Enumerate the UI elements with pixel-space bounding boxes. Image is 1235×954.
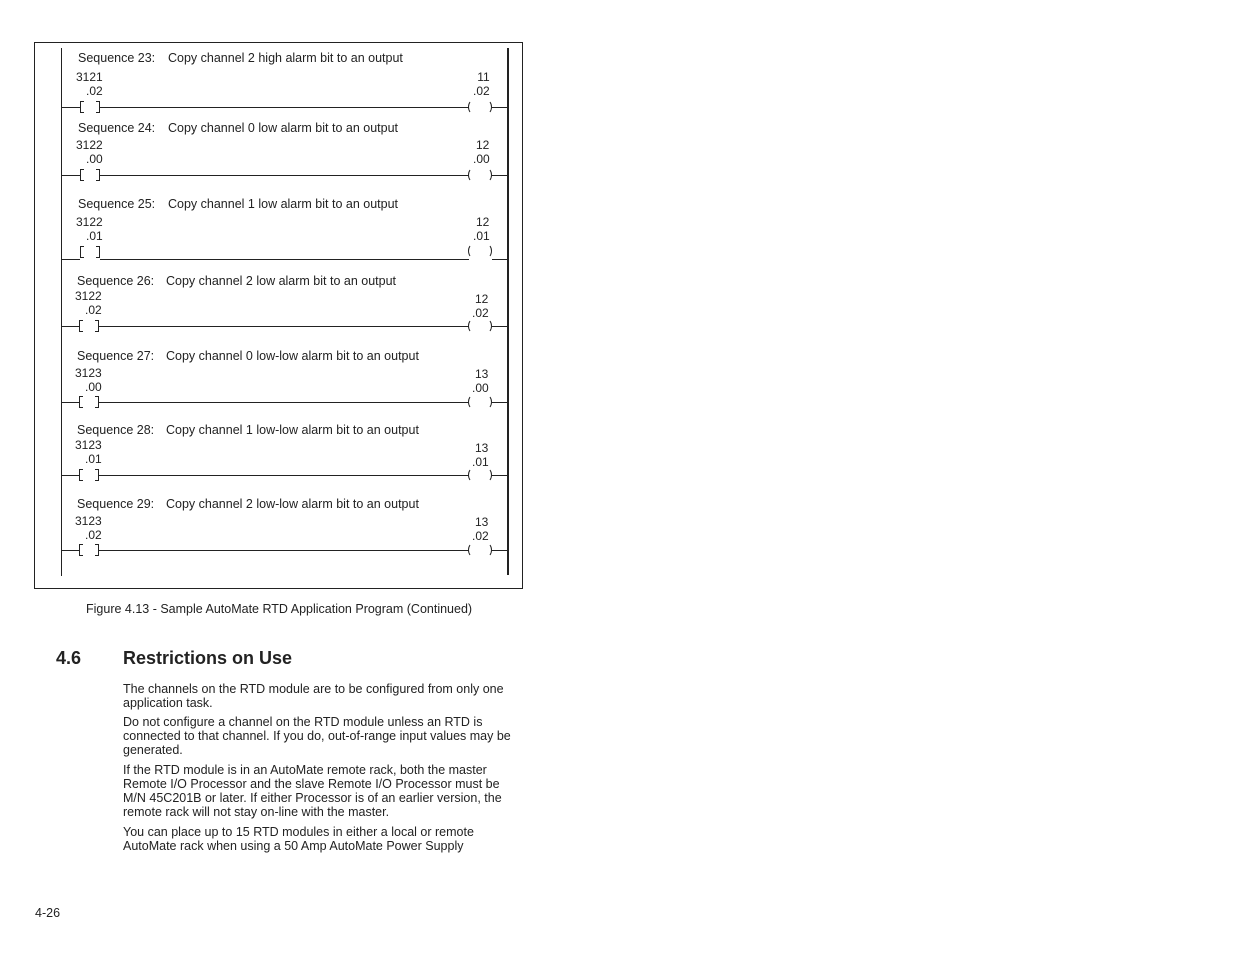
page-number: 4-26 bbox=[35, 906, 61, 920]
rung-wire bbox=[100, 175, 469, 176]
sequence-label: Sequence 27: bbox=[77, 349, 155, 363]
sequence-label: Sequence 26: bbox=[77, 274, 155, 288]
input-address: 3123 .02 bbox=[75, 514, 102, 542]
output-address: 13 .02 bbox=[472, 515, 489, 543]
rung-wire bbox=[492, 107, 507, 108]
paragraph: The channels on the RTD module are to be configured from only one application task. bbox=[123, 682, 504, 710]
rung-wire bbox=[492, 175, 507, 176]
rung-wire bbox=[492, 259, 507, 260]
sequence-label: Sequence 28: bbox=[77, 423, 155, 437]
sequence-label: Sequence 23: bbox=[78, 51, 156, 65]
output-address: 12 .00 bbox=[473, 138, 490, 166]
output-coil bbox=[468, 468, 492, 482]
rung-wire bbox=[62, 175, 80, 176]
sequence-description: Copy channel 2 low-low alarm bit to an output bbox=[166, 497, 419, 511]
section-title: Restrictions on Use bbox=[123, 648, 293, 668]
input-address: 3121 .02 bbox=[76, 70, 103, 98]
sequence-description: Copy channel 0 low alarm bit to an output bbox=[168, 121, 398, 135]
paragraph: You can place up to 15 RTD modules in either a local or remote AutoMate rack when using a 50 Amp AutoMate Power Supply bbox=[123, 825, 474, 853]
output-coil bbox=[468, 244, 492, 258]
rung-wire bbox=[62, 550, 80, 551]
input-address: 3123 .01 bbox=[75, 438, 102, 466]
paragraph: If the RTD module is in an AutoMate remote rack, both the master Remote I/O Processor and the slave Remote I/O Processor must be M/N 45C201B or later. If either Processor is of an earlier version, the remote rack will not stay on-line with the master. bbox=[123, 763, 502, 819]
input-address: 3122 .01 bbox=[76, 215, 103, 243]
output-address: 12 .01 bbox=[473, 215, 490, 243]
output-coil bbox=[468, 100, 492, 114]
rung-wire bbox=[492, 326, 507, 327]
contact-left-bracket bbox=[79, 396, 83, 408]
rung-wire bbox=[62, 259, 80, 260]
sequence-label: Sequence 25: bbox=[78, 197, 156, 211]
figure-caption: Figure 4.13 - Sample AutoMate RTD Application Program (Continued) bbox=[86, 602, 473, 616]
sequence-description: Copy channel 1 low-low alarm bit to an output bbox=[166, 423, 419, 437]
rung-wire bbox=[100, 259, 469, 260]
contact-left-bracket bbox=[79, 320, 83, 332]
section-number: 4.6 bbox=[56, 648, 82, 668]
right-power-rail bbox=[507, 48, 509, 575]
rung-wire bbox=[62, 107, 80, 108]
sequence-label: Sequence 24: bbox=[78, 121, 156, 135]
contact-right-bracket bbox=[96, 246, 100, 258]
rung-wire bbox=[492, 402, 507, 403]
output-coil bbox=[468, 543, 492, 557]
contact-left-bracket bbox=[80, 169, 84, 181]
rung-wire bbox=[99, 475, 469, 476]
sequence-description: Copy channel 0 low-low alarm bit to an output bbox=[166, 349, 419, 363]
left-power-rail bbox=[61, 48, 62, 576]
paragraph: Do not configure a channel on the RTD module unless an RTD is connected to that channel. If you do, out-of-range input values may be generated. bbox=[123, 715, 511, 757]
rung-wire bbox=[99, 326, 469, 327]
output-address: 12 .02 bbox=[472, 292, 489, 320]
rung-wire bbox=[62, 402, 80, 403]
rung-wire bbox=[62, 326, 80, 327]
sequence-description: Copy channel 1 low alarm bit to an output bbox=[168, 197, 398, 211]
input-address: 3122 .02 bbox=[75, 289, 102, 317]
sequence-description: Copy channel 2 high alarm bit to an output bbox=[168, 51, 403, 65]
output-address: 11 .02 bbox=[473, 70, 490, 98]
input-address: 3122 .00 bbox=[76, 138, 103, 166]
sequence-label: Sequence 29: bbox=[77, 497, 155, 511]
rung-wire bbox=[492, 550, 507, 551]
contact-left-bracket bbox=[79, 544, 83, 556]
rung-wire bbox=[99, 550, 469, 551]
input-address: 3123 .00 bbox=[75, 366, 102, 394]
sequence-description: Copy channel 2 low alarm bit to an output bbox=[166, 274, 396, 288]
output-coil bbox=[468, 395, 492, 409]
contact-left-bracket bbox=[80, 246, 84, 258]
contact-left-bracket bbox=[79, 469, 83, 481]
output-address: 13 .01 bbox=[472, 441, 489, 469]
rung-wire bbox=[492, 475, 507, 476]
rung-wire bbox=[99, 402, 469, 403]
rung-wire bbox=[100, 107, 469, 108]
contact-left-bracket bbox=[80, 101, 84, 113]
output-address: 13 .00 bbox=[472, 367, 489, 395]
rung-wire bbox=[62, 475, 80, 476]
output-coil bbox=[468, 319, 492, 333]
output-coil bbox=[468, 168, 492, 182]
